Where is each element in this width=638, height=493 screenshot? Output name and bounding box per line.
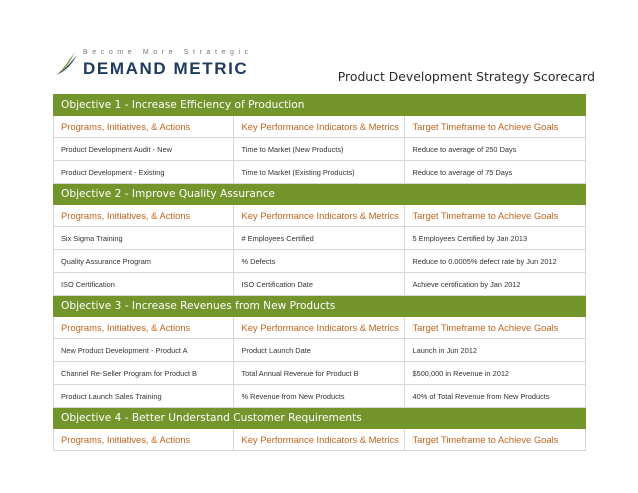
column-header-kpis: Key Performance Indicators & Metrics bbox=[234, 317, 405, 339]
table-cell-kpis: Time to Market (Existing Products) bbox=[234, 161, 405, 184]
column-header-timeframe: Target Timeframe to Achieve Goals bbox=[405, 317, 586, 339]
column-header-programs: Programs, Initiatives, & Actions bbox=[54, 205, 234, 227]
table-row bbox=[54, 138, 586, 161]
table-cell-timeframe: Reduce to average of 250 Days bbox=[405, 138, 586, 161]
objective-header-row bbox=[54, 184, 586, 205]
objective-title: Objective 1 - Increase Efficiency of Production bbox=[54, 95, 586, 116]
table-cell-timeframe: 40% of Total Revenue from New Products bbox=[405, 385, 586, 408]
column-header-programs: Programs, Initiatives, & Actions bbox=[54, 429, 234, 451]
column-header-timeframe: Target Timeframe to Achieve Goals bbox=[405, 205, 586, 227]
table-cell-timeframe: Achieve certification by Jan 2012 bbox=[405, 273, 586, 296]
table-cell-programs: Six Sigma Training bbox=[54, 227, 234, 250]
column-header-programs: Programs, Initiatives, & Actions bbox=[54, 116, 234, 138]
objective-header-row bbox=[54, 95, 586, 116]
column-header-kpis: Key Performance Indicators & Metrics bbox=[234, 116, 405, 138]
table-cell-timeframe: Reduce to 0.0005% defect rate by Jun 2012 bbox=[405, 250, 586, 273]
column-header-timeframe: Target Timeframe to Achieve Goals bbox=[405, 116, 586, 138]
table-row bbox=[54, 227, 586, 250]
column-header-row bbox=[54, 429, 586, 451]
table-cell-programs: Quality Assurance Program bbox=[54, 250, 234, 273]
table-cell-programs: Channel Re-Seller Program for Product B bbox=[54, 362, 234, 385]
table-cell-programs: Product Launch Sales Training bbox=[54, 385, 234, 408]
table-row bbox=[54, 362, 586, 385]
scorecard-table bbox=[53, 94, 586, 451]
page-header bbox=[0, 0, 638, 94]
table-cell-programs: New Product Development - Product A bbox=[54, 339, 234, 362]
column-header-programs: Programs, Initiatives, & Actions bbox=[54, 317, 234, 339]
table-cell-timeframe: $500,000 in Revenue in 2012 bbox=[405, 362, 586, 385]
document-title: Product Development Strategy Scorecard bbox=[337, 69, 595, 84]
table-row bbox=[54, 161, 586, 184]
table-cell-kpis: Time to Market (New Products) bbox=[234, 138, 405, 161]
column-header-timeframe: Target Timeframe to Achieve Goals bbox=[405, 429, 586, 451]
table-cell-kpis: % Revenue from New Products bbox=[234, 385, 405, 408]
table-cell-kpis: Product Launch Date bbox=[234, 339, 405, 362]
table-cell-programs: Product Development Audit - New bbox=[54, 138, 234, 161]
column-header-row bbox=[54, 116, 586, 138]
logo-tagline: Become More Strategic bbox=[83, 49, 253, 56]
table-cell-kpis: # Employees Certified bbox=[234, 227, 405, 250]
table-cell-kpis: ISO Certification Date bbox=[234, 273, 405, 296]
table-cell-kpis: % Defects bbox=[234, 250, 405, 273]
logo bbox=[54, 49, 254, 89]
table-row bbox=[54, 250, 586, 273]
table-cell-kpis: Total Annual Revenue for Product B bbox=[234, 362, 405, 385]
table-row bbox=[54, 339, 586, 362]
table-row bbox=[54, 273, 586, 296]
demand-metric-swoosh-icon bbox=[54, 49, 78, 77]
table-cell-timeframe: Launch in Jun 2012 bbox=[405, 339, 586, 362]
table-cell-timeframe: 5 Employees Certified by Jan 2013 bbox=[405, 227, 586, 250]
column-header-row bbox=[54, 317, 586, 339]
objective-title: Objective 4 - Better Understand Customer Requirements bbox=[54, 408, 586, 429]
scorecard-body bbox=[54, 95, 586, 451]
objective-title: Objective 3 - Increase Revenues from New Products bbox=[54, 296, 586, 317]
table-cell-timeframe: Reduce to average of 75 Days bbox=[405, 161, 586, 184]
objective-header-row bbox=[54, 408, 586, 429]
logo-name: DEMAND METRIC bbox=[83, 59, 249, 78]
table-row bbox=[54, 385, 586, 408]
column-header-row bbox=[54, 205, 586, 227]
table-cell-programs: Product Development - Existing bbox=[54, 161, 234, 184]
objective-title: Objective 2 - Improve Quality Assurance bbox=[54, 184, 586, 205]
table-cell-programs: ISO Certification bbox=[54, 273, 234, 296]
column-header-kpis: Key Performance Indicators & Metrics bbox=[234, 429, 405, 451]
objective-header-row bbox=[54, 296, 586, 317]
column-header-kpis: Key Performance Indicators & Metrics bbox=[234, 205, 405, 227]
